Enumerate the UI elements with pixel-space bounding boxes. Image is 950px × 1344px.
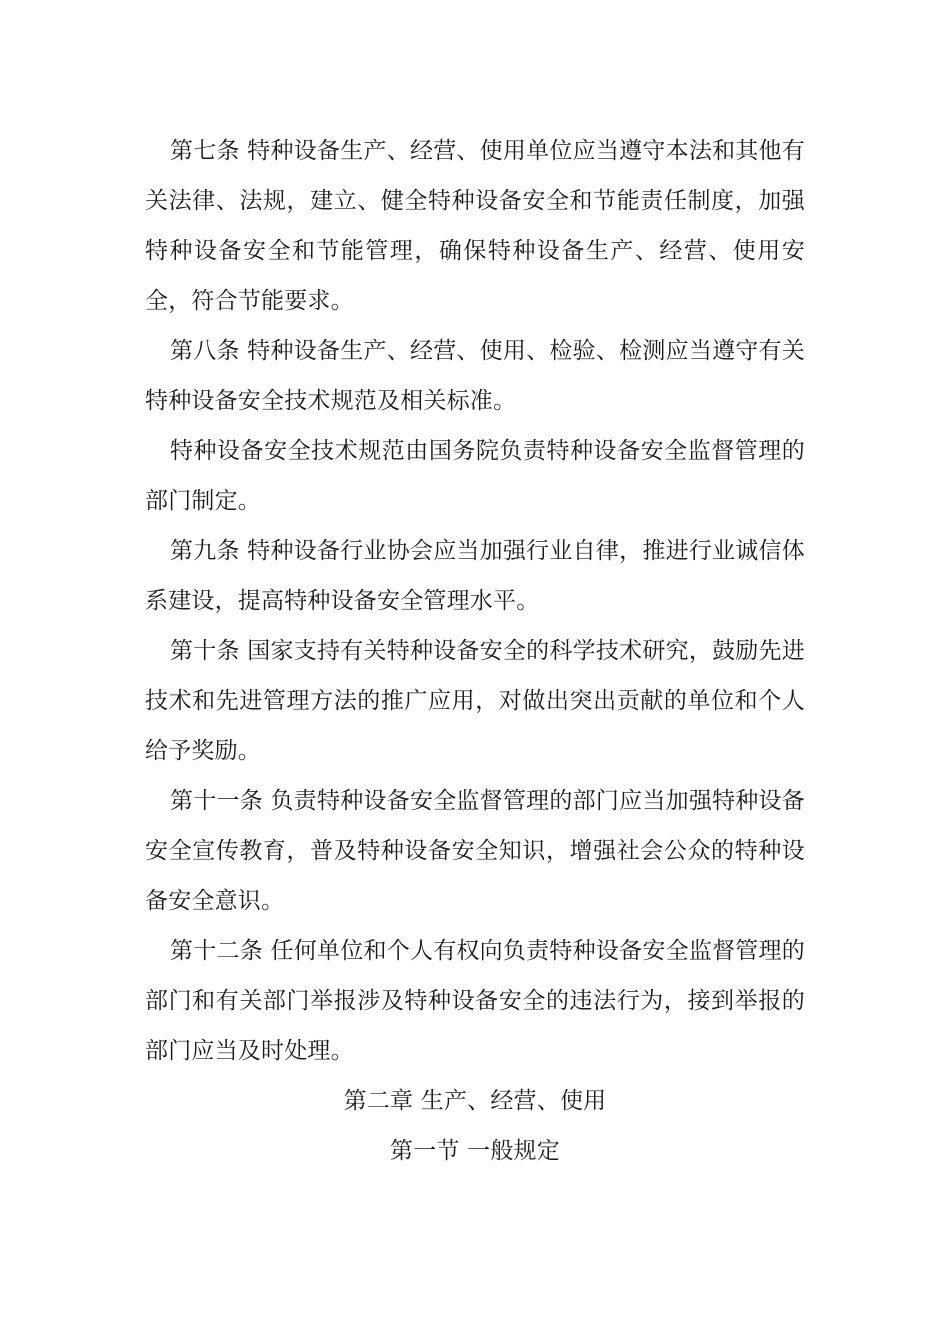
article-10: 第十条 国家支持有关特种设备安全的科学技术研究，鼓励先进技术和先进管理方法的推广应用，对做出突出贡献的单位和个人给予奖励。 [145, 638, 805, 764]
article-8-clause-2: 特种设备安全技术规范由国务院负责特种设备安全监督管理的部门制定。 [145, 438, 805, 514]
article-7: 第七条 特种设备生产、经营、使用单位应当遵守本法和其他有关法律、法规，建立、健全特种设备安全和节能责任制度，加强特种设备安全和节能管理，确保特种设备生产、经营、使用安全，符合节能要求。 [145, 138, 805, 314]
article-12: 第十二条 任何单位和个人有权向负责特种设备安全监督管理的部门和有关部门举报涉及特种设备安全的违法行为，接到举报的部门应当及时处理。 [145, 938, 805, 1064]
chapter-heading: 第二章 生产、经营、使用 [343, 1088, 607, 1114]
document-page [145, 126, 805, 1176]
article-11: 第十一条 负责特种设备安全监督管理的部门应当加强特种设备安全宣传教育，普及特种设备安全知识，增强社会公众的特种设备安全意识。 [145, 788, 805, 914]
article-9: 第九条 特种设备行业协会应当加强行业自律，推进行业诚信体系建设，提高特种设备安全管理水平。 [145, 538, 805, 614]
section-heading: 第一节 一般规定 [390, 1138, 560, 1164]
article-8: 第八条 特种设备生产、经营、使用、检验、检测应当遵守有关特种设备安全技术规范及相关标准。 [145, 338, 805, 414]
